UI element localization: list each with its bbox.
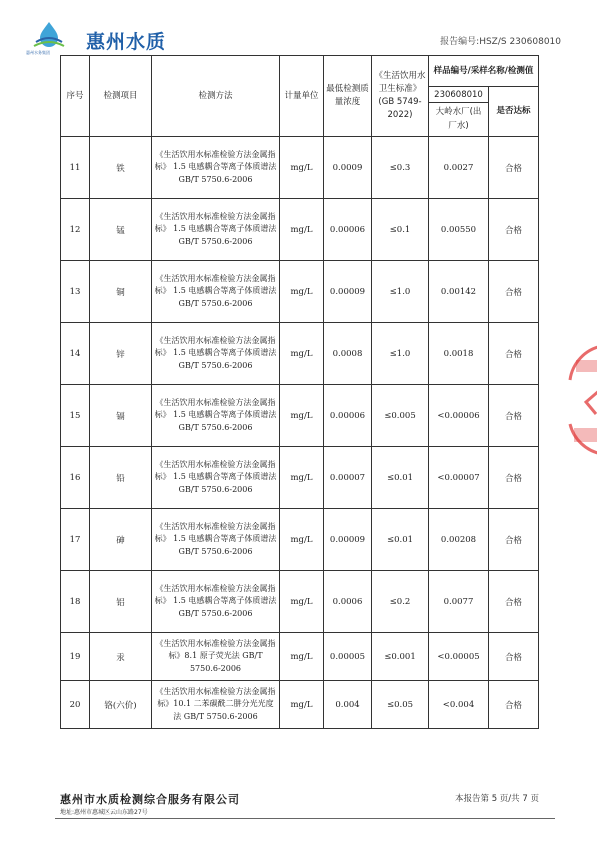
cell-min-concentration: 0.0006: [324, 571, 372, 633]
table-row: [61, 323, 539, 385]
cell-pass: 合格: [489, 447, 539, 509]
cell-value: <0.00007: [429, 447, 489, 509]
table-row: [61, 199, 539, 261]
cell-item: 铅: [90, 447, 152, 509]
col-header-pass: 是否达标: [489, 87, 539, 137]
footer-address: 地址:惠州市惠城区云山东路27号: [60, 809, 148, 816]
cell-pass: 合格: [489, 571, 539, 633]
cell-method: 《生活饮用水标准检验方法金属指标》 1.5 电感耦合等离子体质谱法 GB/T 5750.6-2006: [152, 261, 280, 323]
cell-value: 0.00142: [429, 261, 489, 323]
col-header-item: 检测项目: [90, 56, 152, 137]
cell-standard: ≤0.05: [372, 681, 429, 729]
cell-unit: mg/L: [280, 571, 324, 633]
cell-min-concentration: 0.004: [324, 681, 372, 729]
cell-standard: ≤0.005: [372, 385, 429, 447]
cell-unit: mg/L: [280, 323, 324, 385]
cell-pass: 合格: [489, 385, 539, 447]
cell-item: 锰: [90, 199, 152, 261]
cell-pass: 合格: [489, 261, 539, 323]
cell-item: 铁: [90, 137, 152, 199]
cell-item: 汞: [90, 633, 152, 681]
cell-unit: mg/L: [280, 681, 324, 729]
table-row: [61, 633, 539, 681]
col-header-no: 序号: [61, 56, 90, 137]
cell-method: 《生活饮用水标准检验方法金属指标》 1.5 电感耦合等离子体质谱法 GB/T 5750.6-2006: [152, 447, 280, 509]
cell-item: 铜: [90, 261, 152, 323]
cell-min-concentration: 0.00009: [324, 261, 372, 323]
cell-no: 18: [61, 571, 90, 633]
cell-unit: mg/L: [280, 633, 324, 681]
cell-item: 锌: [90, 323, 152, 385]
cell-value: <0.004: [429, 681, 489, 729]
cell-item: 铝: [90, 571, 152, 633]
table-row: [61, 509, 539, 571]
logo-subtitle: 惠州水务集团: [26, 50, 50, 55]
col-header-min-concentration: 最低检测质量浓度: [324, 56, 372, 137]
table-row: [61, 571, 539, 633]
cell-value: 0.0027: [429, 137, 489, 199]
cell-no: 15: [61, 385, 90, 447]
cell-method: 《生活饮用水标准检验方法金属指标》 1.5 电感耦合等离子体质谱法 GB/T 5750.6-2006: [152, 571, 280, 633]
cell-value: 0.00550: [429, 199, 489, 261]
cell-min-concentration: 0.0008: [324, 323, 372, 385]
cell-no: 11: [61, 137, 90, 199]
cell-no: 20: [61, 681, 90, 729]
cell-no: 19: [61, 633, 90, 681]
cell-min-concentration: 0.00007: [324, 447, 372, 509]
report-number: 报告编号:HSZ/S 230608010: [440, 37, 561, 47]
cell-standard: ≤0.001: [372, 633, 429, 681]
cell-item: 铬(六价): [90, 681, 152, 729]
cell-value: 0.00208: [429, 509, 489, 571]
cell-method: 《生活饮用水标准检验方法金属指标》 1.5 电感耦合等离子体质谱法 GB/T 5750.6-2006: [152, 385, 280, 447]
cell-pass: 合格: [489, 633, 539, 681]
cell-pass: 合格: [489, 199, 539, 261]
cell-method: 《生活饮用水标准检验方法金属指标》 1.5 电感耦合等离子体质谱法 GB/T 5750.6-2006: [152, 137, 280, 199]
cell-standard: ≤0.3: [372, 137, 429, 199]
page-header: [0, 0, 597, 58]
cell-unit: mg/L: [280, 447, 324, 509]
cell-value: 0.0018: [429, 323, 489, 385]
cell-pass: 合格: [489, 509, 539, 571]
col-header-unit: 计量单位: [280, 56, 324, 137]
cell-value: <0.00005: [429, 633, 489, 681]
cell-standard: ≤0.1: [372, 199, 429, 261]
footer-company: 惠州市水质检测综合服务有限公司: [60, 793, 240, 806]
table-row: [61, 137, 539, 199]
cell-standard: ≤0.01: [372, 447, 429, 509]
cell-item: 镉: [90, 385, 152, 447]
sample-name: 大岭水厂(出厂水): [435, 107, 482, 132]
cell-method: 《生活饮用水标准检验方法金属指标》10.1 二苯碳酰二肼分光光度法 GB/T 5750.6-2006: [152, 681, 280, 729]
table-row: [61, 385, 539, 447]
cell-method: 《生活饮用水标准检验方法金属指标》 1.5 电感耦合等离子体质谱法 GB/T 5750.6-2006: [152, 323, 280, 385]
cell-no: 12: [61, 199, 90, 261]
cell-min-concentration: 0.00006: [324, 385, 372, 447]
cell-method: 《生活饮用水标准检验方法金属指标》 1.5 电感耦合等离子体质谱法 GB/T 5750.6-2006: [152, 199, 280, 261]
cell-no: 16: [61, 447, 90, 509]
results-table: [60, 55, 539, 729]
footer-divider: [55, 818, 555, 819]
cell-method: 《生活饮用水标准检验方法金属指标》8.1 原子荧光法 GB/T 5750.6-2006: [152, 633, 280, 681]
cell-unit: mg/L: [280, 385, 324, 447]
water-drop-logo-icon: [30, 20, 68, 50]
cell-value: <0.00006: [429, 385, 489, 447]
table-row: [61, 681, 539, 729]
col-header-sample: [429, 87, 489, 137]
cell-item: 砷: [90, 509, 152, 571]
cell-no: 14: [61, 323, 90, 385]
sample-code: 230608010: [429, 88, 488, 103]
cell-unit: mg/L: [280, 261, 324, 323]
cell-pass: 合格: [489, 681, 539, 729]
cell-min-concentration: 0.00005: [324, 633, 372, 681]
cell-method: 《生活饮用水标准检验方法金属指标》 1.5 电感耦合等离子体质谱法 GB/T 5750.6-2006: [152, 509, 280, 571]
cell-unit: mg/L: [280, 137, 324, 199]
cell-min-concentration: 0.0009: [324, 137, 372, 199]
col-header-standard: 《生活饮用水卫生标准》(GB 5749-2022): [372, 56, 429, 137]
cell-standard: ≤1.0: [372, 261, 429, 323]
table-row: [61, 447, 539, 509]
cell-standard: ≤0.2: [372, 571, 429, 633]
cell-unit: mg/L: [280, 199, 324, 261]
cell-min-concentration: 0.00009: [324, 509, 372, 571]
cell-no: 17: [61, 509, 90, 571]
cell-min-concentration: 0.00006: [324, 199, 372, 261]
table-row: [61, 261, 539, 323]
cell-standard: ≤0.01: [372, 509, 429, 571]
col-header-method: 检测方法: [152, 56, 280, 137]
page-indicator: 本报告第 5 页/共 7 页: [455, 794, 539, 804]
cell-pass: 合格: [489, 323, 539, 385]
red-seal-stamp-icon: [556, 340, 597, 460]
brand-name: 惠州水质: [86, 31, 167, 53]
table-body: [61, 137, 539, 729]
cell-pass: 合格: [489, 137, 539, 199]
cell-unit: mg/L: [280, 509, 324, 571]
cell-no: 13: [61, 261, 90, 323]
col-header-sample-group: 样品编号/采样名称/检测值: [429, 56, 539, 87]
cell-value: 0.0077: [429, 571, 489, 633]
cell-standard: ≤1.0: [372, 323, 429, 385]
